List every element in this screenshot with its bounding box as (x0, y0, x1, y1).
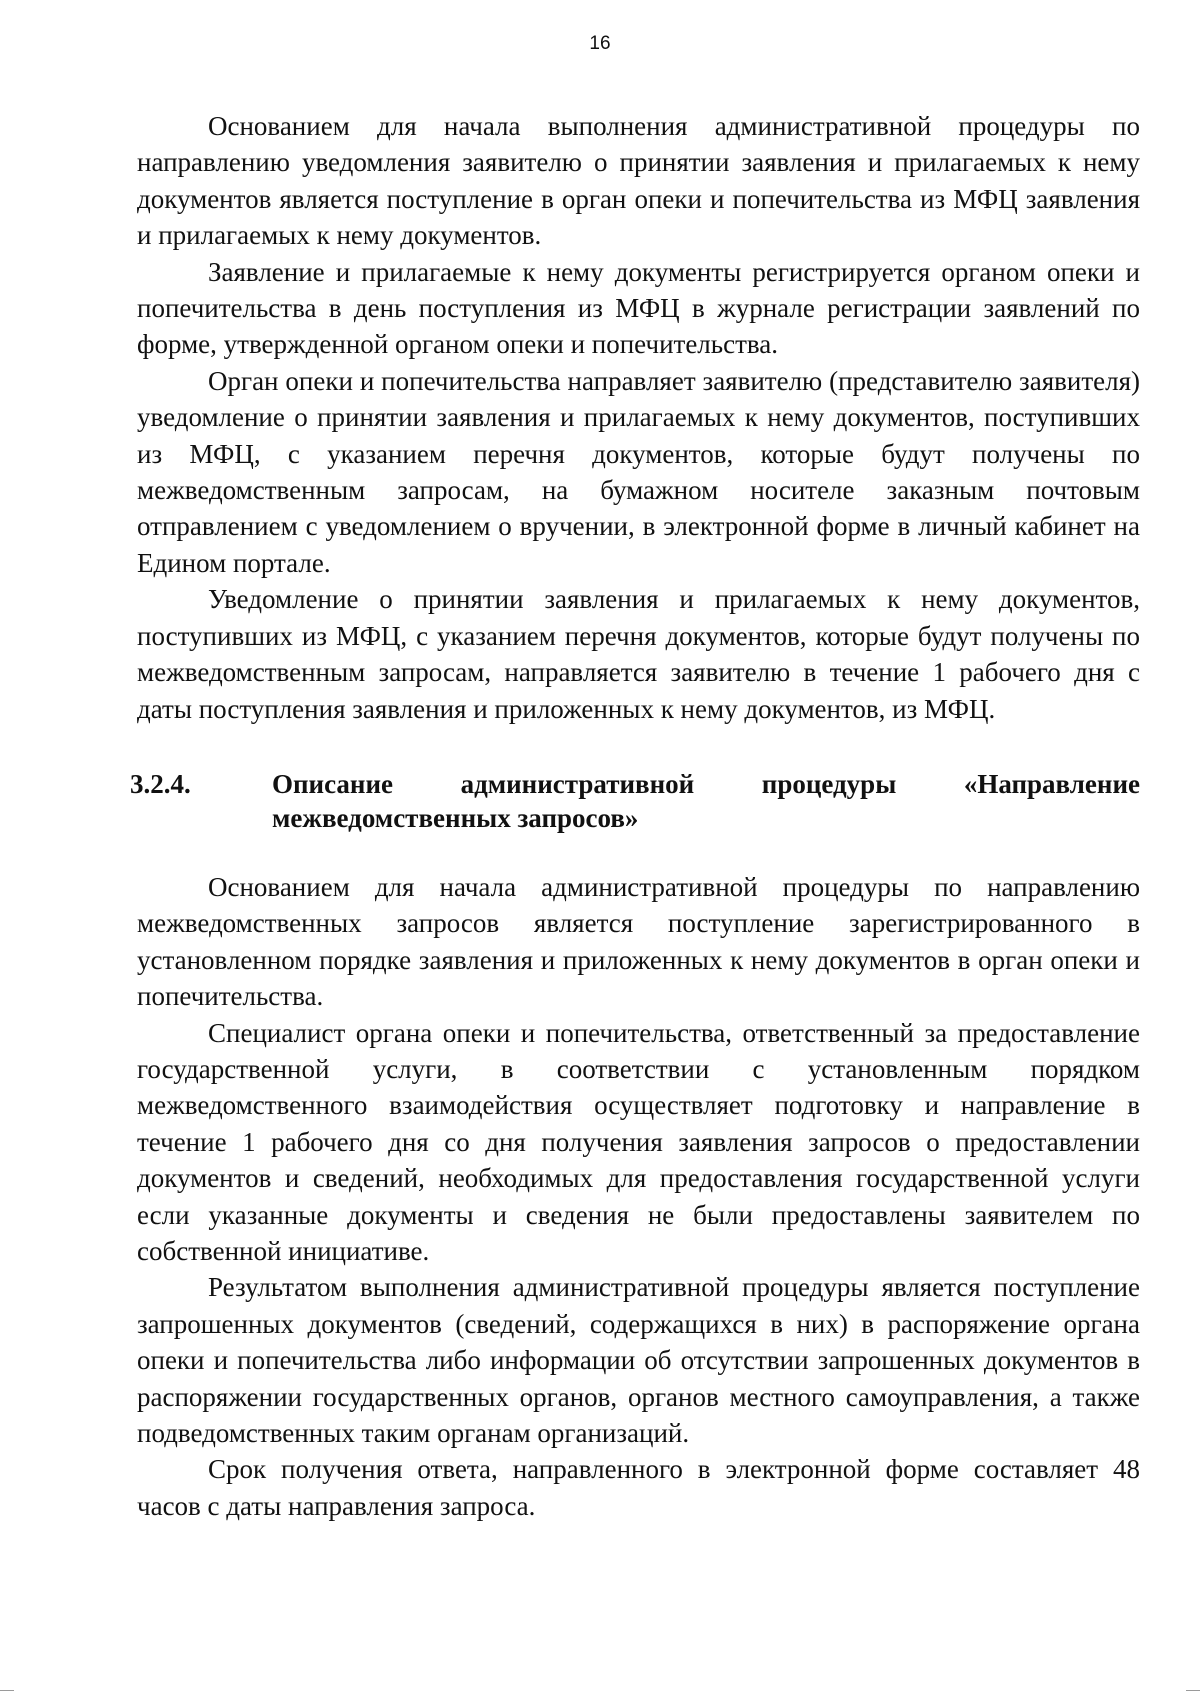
paragraph-procedure-result: Результатом выполнения административной процедуры является поступление запрошенных документов (сведений, содержащихся в них) в распоряжение органа опеки и попечительства либо информации об отсутствии запрошенных документов в распоряжении государственных органов, органов местного самоуправления, а также подведомственных таким органам организаций. (137, 1272, 1140, 1448)
page-number: 16 (589, 33, 611, 54)
document-body (130, 108, 1140, 1524)
scan-edge-mark-left (0, 1690, 14, 1691)
paragraph-basis-notification: Основанием для начала выполнения административной процедуры по направлению уведомления заявителю о принятии заявления и прилагаемых к нему документов является поступление в орган опеки и попечительства из МФЦ заявления и прилагаемых к нему документов. (137, 111, 1140, 251)
section-title: Описание административной процедуры «Направление межведомственных запросов» (272, 768, 1140, 833)
paragraph-registration: Заявление и прилагаемые к нему документы регистрируется органом опеки и попечительства в день поступления из МФЦ в журнале регистрации заявлений по форме, утвержденной органом опеки и попечительства. (137, 256, 1140, 360)
scan-edge-mark-right (1186, 1690, 1200, 1691)
section-heading (130, 767, 1140, 835)
section-number: 3.2.4. (130, 768, 191, 799)
paragraph-notification-deadline: Уведомление о принятии заявления и прилагаемых к нему документов, поступивших из МФЦ, с указанием перечня документов, которые будут получены по межведомственным запросам, направляется заявителю в течение 1 рабочего дня с даты поступления заявления и приложенных к нему документов, из МФЦ. (137, 584, 1140, 724)
paragraph-specialist-duties: Специалист органа опеки и попечительства, ответственный за предоставление государственной услуги, в соответствии с установленным порядком межведомственного взаимодействия осуществляет подготовку и направление в течение 1 рабочего дня со дня получения заявления запросов о предоставлении документов и сведений, необходимых для предоставления государственной услуги если указанные документы и сведения не были предоставлены заявителем по собственной инициативе. (137, 1017, 1140, 1266)
paragraph-response-deadline: Срок получения ответа, направленного в электронной форме составляет 48 часов с даты направления запроса. (137, 1454, 1140, 1521)
paragraph-basis-requests: Основанием для начала административной процедуры по направлению межведомственных запросов является поступление зарегистрированного в установленном порядке заявления и приложенных к нему документов в орган опеки и попечительства. (137, 871, 1140, 1012)
paragraph-notification-sending: Орган опеки и попечительства направляет заявителю (представителю заявителя) уведомление о принятии заявления и прилагаемых к нему документов, поступивших из МФЦ, с указанием перечня документов, которые будут получены по межведомственным запросам, на бумажном носителе заказным почтовым отправлением с уведомлением о вручении, в электронной форме в личный кабинет на Едином портале. (137, 365, 1140, 578)
